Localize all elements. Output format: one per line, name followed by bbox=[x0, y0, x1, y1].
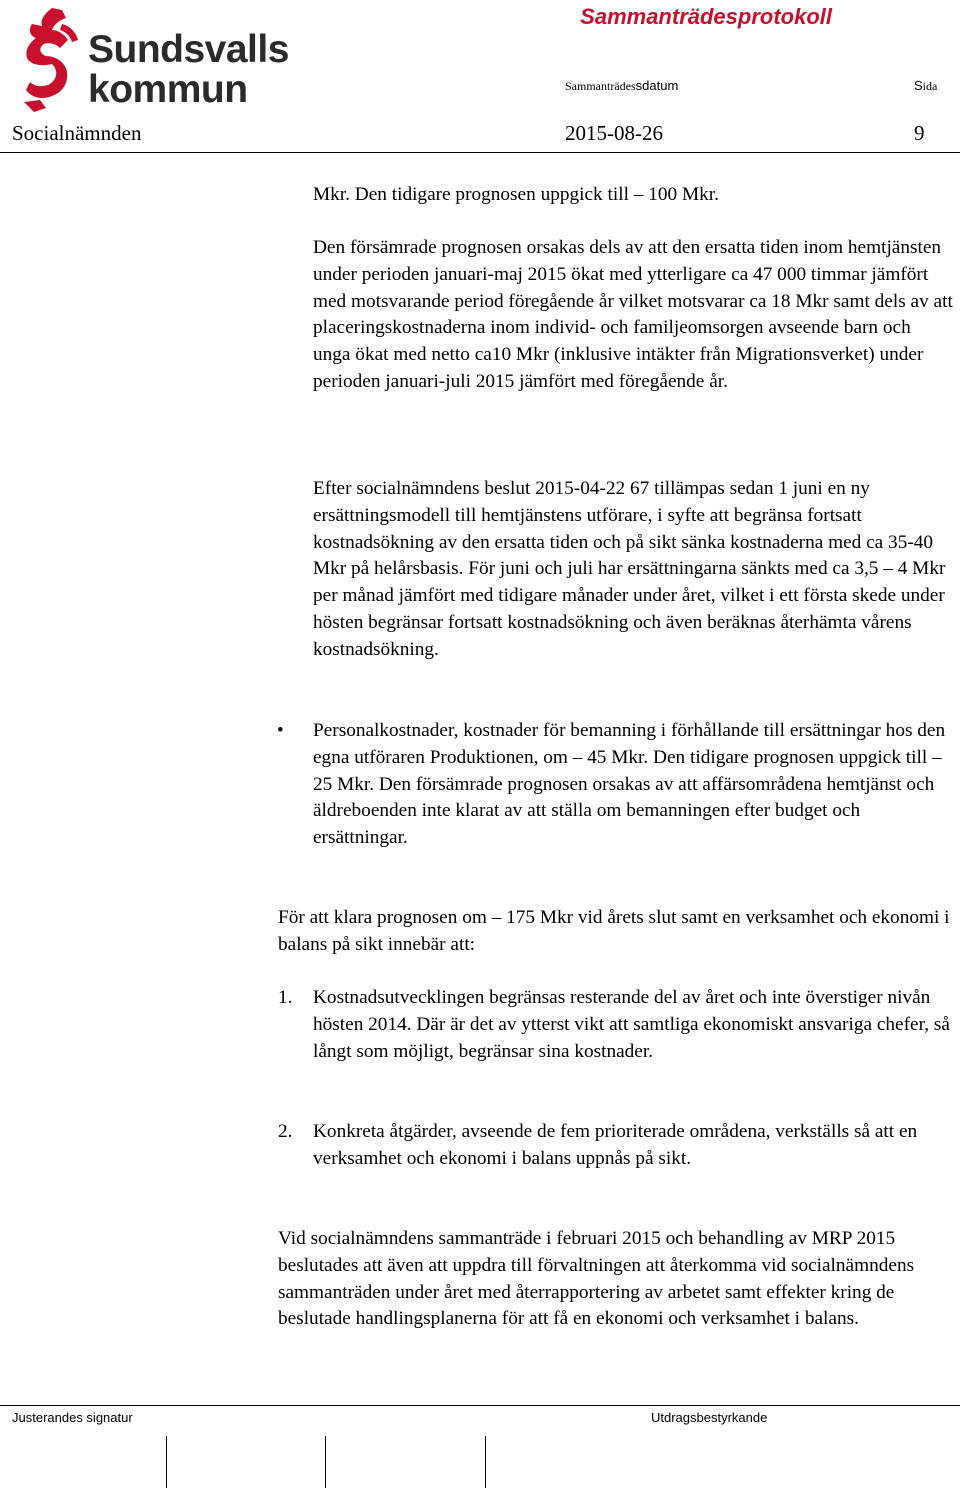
bullet-item-1: Personalkostnader, kostnader för bemanning i förhållande till ersättningar hos den egna utföraren Produktionen, om – 45 Mkr. Den tidigare prognosen uppgick till – 25 Mkr. Den försämrade prognosen orsakas av att affärsområdena hemtjänst och äldreboenden inte klarat av att ställa om bemanningen efter budget och ersättningar. bbox=[313, 720, 946, 849]
dragon-emblem-icon bbox=[18, 4, 88, 116]
signature-box-divider bbox=[166, 1436, 167, 1488]
paragraph-2: Den försämrade prognosen orsakas dels av att den ersatta tiden inom hemtjänsten under perioden januari-maj 2015 ökat med ytterligare ca 47 000 timmar jämfört med motsvarande period föregående år vilket motsvarar ca 18 Mkr samt dels av att placeringskostnaderna inom individ- och familjeomsorgen avseende barn och unga ökat med netto ca10 Mkr (inklusive intäkter från Migrationsverket) under perioden januari-juli 2015 jämfört med föregående år. bbox=[313, 237, 953, 392]
document-title: Sammanträdesprotokoll bbox=[580, 4, 832, 29]
signature-box-divider bbox=[485, 1436, 486, 1488]
logo-text-line2: kommun bbox=[88, 68, 248, 111]
meeting-date: 2015-08-26 bbox=[565, 121, 663, 145]
page-number: 9 bbox=[914, 121, 925, 145]
paragraph-5: Vid socialnämndens sammanträde i februari 2015 och behandling av MRP 2015 beslutades att även att uppdra till förvaltningen att återkomma vid socialnämndens sammanträden under året med återrapportering av arbetet samt effekter kring de beslutade handlingsplanerna för att få en ekonomi och verksamhet i balans. bbox=[278, 1228, 915, 1330]
date-label-part1: Sammanträdes bbox=[565, 79, 636, 93]
signature-box-divider bbox=[325, 1436, 326, 1488]
paragraph-1: Mkr. Den tidigare prognosen uppgick till – 100 Mkr. bbox=[313, 184, 719, 205]
committee-name: Socialnämnden bbox=[12, 121, 142, 145]
page-label-part1: S bbox=[914, 78, 923, 93]
list-item-2: Konkreta åtgärder, avseende de fem prioriterade områdena, verkställs så att en verksamhet och ekonomi i balans uppnås på sikt. bbox=[313, 1121, 918, 1169]
date-label-part2: sdatum bbox=[635, 78, 679, 93]
paragraph-3: Efter socialnämndens beslut 2015-04-22 67 tillämpas sedan 1 juni en ny ersättningsmodell till hemtjänstens utförare, i syfte att begränsa fortsatt kostnadsökning av den ersatta tiden och på sikt sänka kostnaderna med ca 35-40 Mkr på helårsbasis. För juni och juli har ersättningarna sänkts med ca 3,5 – 4 Mkr per månad jämfört med tidigare månader under året, vilket i ett första skede under hösten begränsar fortsatt kostnadsökning och även beräknas återhämta vårens kostnadsökning. bbox=[313, 478, 946, 660]
bullet-icon: • bbox=[277, 720, 284, 741]
logo-text-line1: Sundsvalls bbox=[88, 28, 289, 71]
signature-label: Justerandes signatur bbox=[12, 1410, 133, 1425]
certification-label: Utdragsbestyrkande bbox=[651, 1410, 768, 1425]
list-item-1: Kostnadsutvecklingen begränsas resterande del av året och inte överstiger nivån hösten 2014. Där är det av ytterst vikt att samtliga ekonomiskt ansvariga chefer, så långt som möjligt, begränsar sina kostnader. bbox=[313, 987, 950, 1062]
page-label bbox=[914, 78, 937, 94]
footer-divider bbox=[0, 1405, 960, 1406]
header-divider bbox=[0, 152, 960, 153]
paragraph-4: För att klara prognosen om – 175 Mkr vid årets slut samt en verksamhet och ekonomi i balans på sikt innebär att: bbox=[278, 907, 950, 955]
list-item-2-number: 2. bbox=[278, 1121, 293, 1142]
date-label bbox=[565, 78, 678, 94]
municipality-logo bbox=[18, 4, 308, 116]
page-label-part2: ida bbox=[922, 79, 938, 93]
list-item-1-number: 1. bbox=[278, 987, 293, 1008]
